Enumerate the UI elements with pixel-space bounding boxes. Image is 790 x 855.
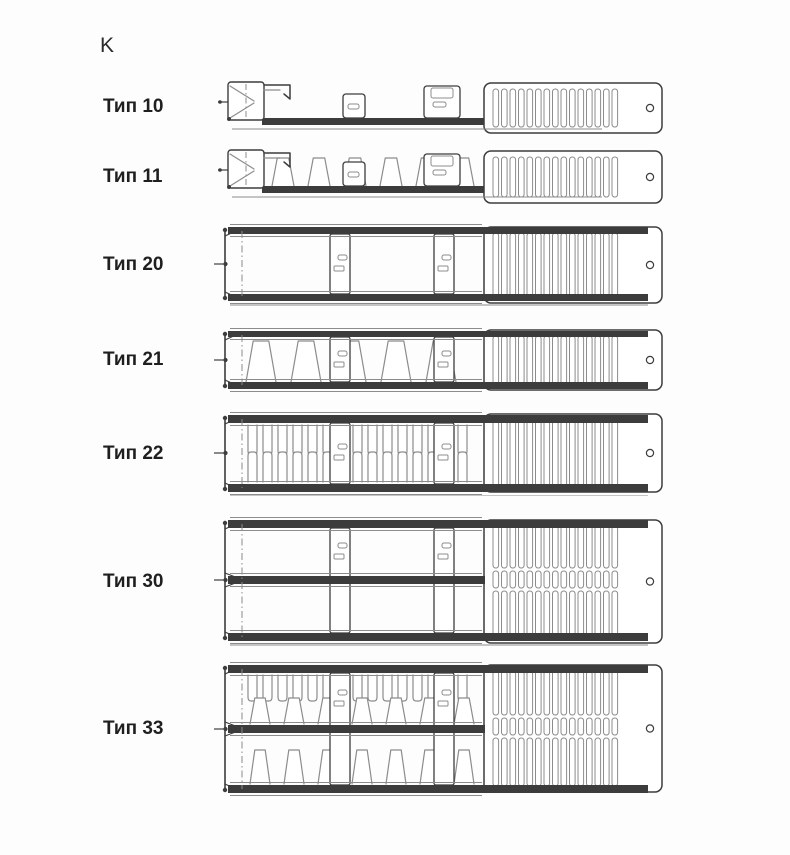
radiator-drawing-tip-22 [212, 412, 672, 501]
radiator-drawing-tip-21 [212, 328, 672, 397]
type-label-tip-21: Тип 21 [103, 349, 164, 370]
type-label-tip-11: Тип 11 [103, 166, 163, 187]
type-label-tip-10: Тип 10 [103, 96, 164, 117]
radiator-drawing-tip-20 [212, 224, 672, 311]
type-label-tip-33: Тип 33 [103, 718, 164, 739]
type-label-tip-20: Тип 20 [103, 254, 164, 275]
type-label-tip-22: Тип 22 [103, 443, 164, 464]
radiator-drawing-tip-10 [212, 78, 672, 141]
corner-label: K [100, 34, 115, 57]
radiator-drawing-tip-11 [212, 146, 672, 213]
radiator-drawing-tip-33 [212, 662, 672, 801]
type-label-tip-30: Тип 30 [103, 571, 164, 592]
radiator-drawing-tip-30 [212, 517, 672, 652]
